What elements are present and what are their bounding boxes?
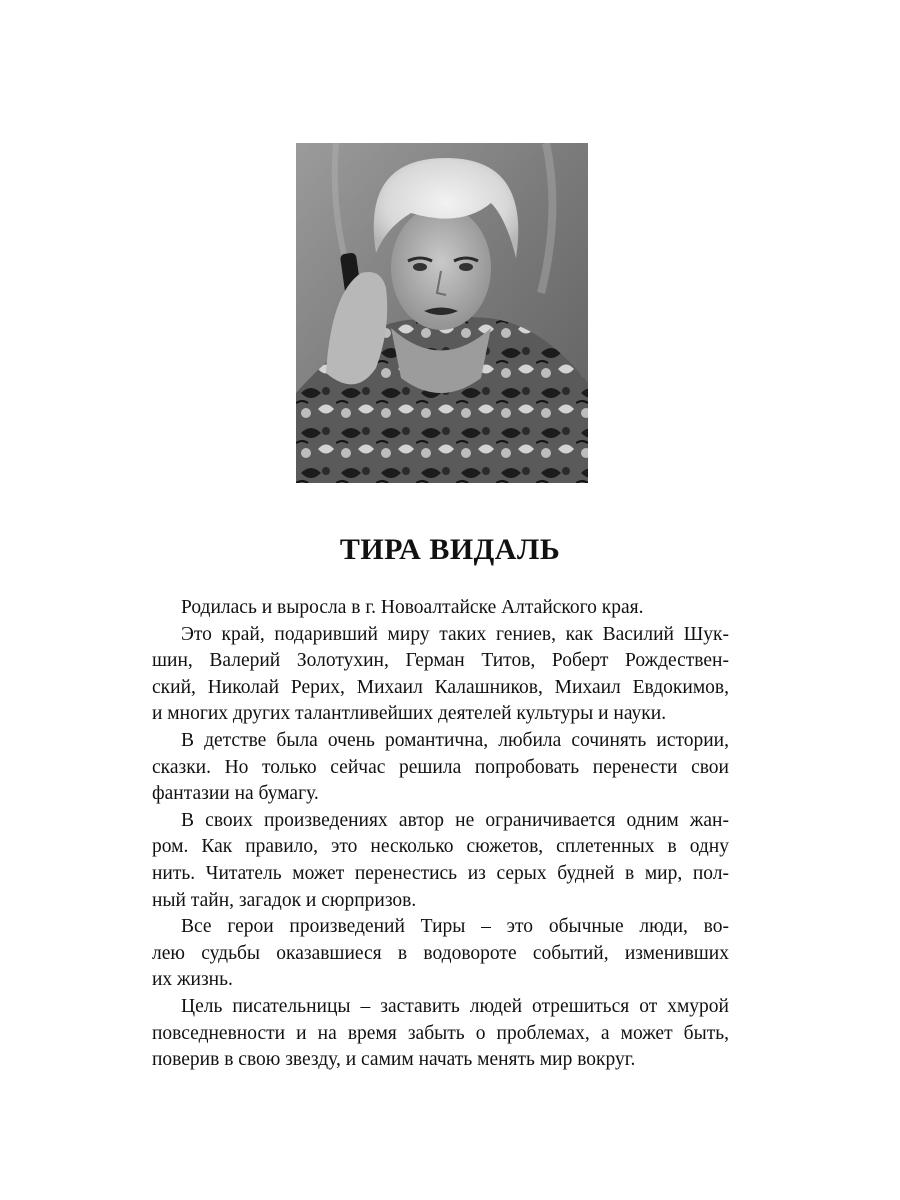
- text-line: Это край, подаривший миру таких гениев, как Василий Шук-: [181, 623, 729, 645]
- biography-paragraph: [152, 994, 729, 1074]
- text-line: и многих других талантливейших деятелей культуры и науки.: [152, 703, 667, 725]
- text-line: шин, Валерий Золотухин, Герман Титов, Роберт Рождествен-: [152, 650, 729, 672]
- author-photo: [296, 143, 588, 483]
- text-line: ром. Как правило, это несколько сюжетов, сплетенных в одну: [152, 836, 729, 858]
- text-line: В детстве была очень романтична, любила сочинять истории,: [181, 729, 729, 751]
- biography-paragraph: [152, 808, 729, 914]
- text-line: Цель писательницы – заставить людей отрешиться от хмурой: [181, 995, 729, 1017]
- author-name-heading: ТИРА ВИДАЛЬ: [339, 533, 561, 566]
- text-line: ный тайн, загадок и сюрпризов.: [152, 889, 417, 911]
- biography-paragraph: [152, 914, 729, 994]
- biography-text: [152, 595, 729, 1074]
- author-photo-illustration: [296, 143, 588, 483]
- text-line: нить. Читатель может перенестись из серых будней в мир, пол-: [152, 862, 729, 884]
- text-line: ский, Николай Рерих, Михаил Калашников, Михаил Евдокимов,: [152, 676, 729, 698]
- text-line: поверив в свою звезду, и самим начать менять мир вокруг.: [152, 1049, 636, 1071]
- text-line: сказки. Но только сейчас решила попробовать перенести свои: [152, 756, 729, 778]
- biography-paragraph: [152, 728, 729, 808]
- biography-paragraph: [152, 622, 729, 728]
- text-line: их жизнь.: [152, 969, 233, 991]
- text-line: В своих произведениях автор не ограничивается одним жан-: [181, 809, 729, 831]
- text-line: Родилась и выросла в г. Новоалтайске Алтайского края.: [181, 597, 644, 618]
- text-line: фантазии на бумагу.: [152, 783, 319, 805]
- text-line: повседневности и на время забыть о проблемах, а может быть,: [152, 1022, 729, 1044]
- biography-paragraph: [152, 595, 729, 622]
- text-line: лею судьбы оказавшиеся в водовороте событий, изменивших: [152, 942, 729, 964]
- text-line: Все герои произведений Тиры – это обычные люди, во-: [181, 916, 729, 938]
